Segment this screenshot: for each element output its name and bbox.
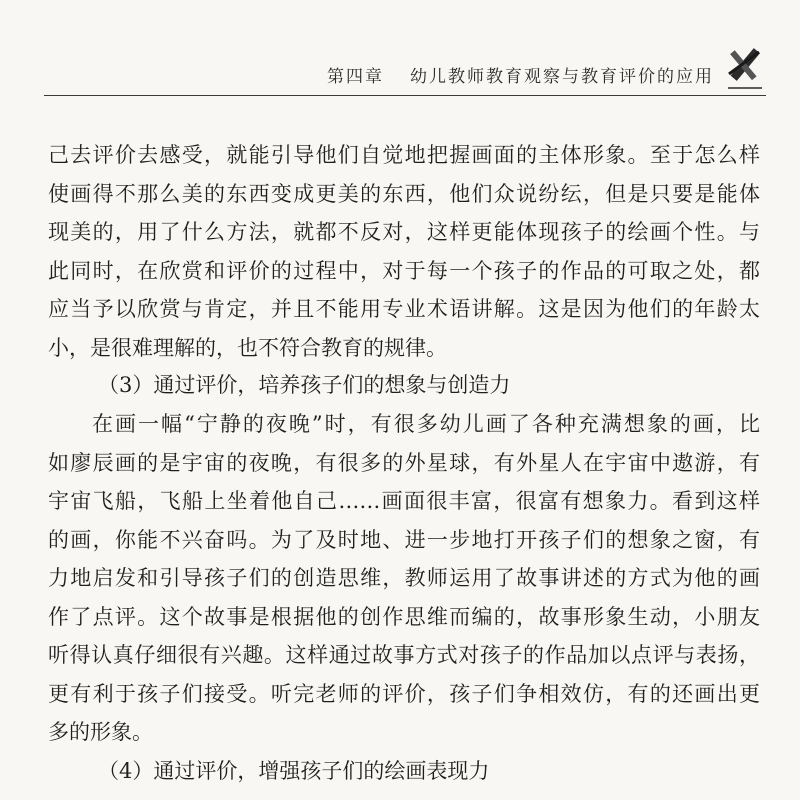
- body-line: 此同时，在欣赏和评价的过程中，对于每一个孩子的作品的可取之处，都: [48, 259, 760, 283]
- body-line: 现美的，用了什么方法，就都不反对，这样更能体现孩子的绘画个性。与: [48, 220, 760, 244]
- body-line: 使画得不那么美的东西变成更美的东西，他们众说纷纭，但是只要是能体: [48, 182, 760, 206]
- body-line: 己去评价去感受，就能引导他们自觉地把握画面的主体形象。至于怎么样: [48, 143, 760, 167]
- body-line: 在画一幅“宁静的夜晚”时，有很多幼儿画了各种充满想象的画，比: [92, 412, 760, 436]
- body-line: 多的形象。: [48, 720, 153, 744]
- body-line: 如廖辰画的是宇宙的夜晚，有很多的外星球，有外星人在宇宙中遨游，有: [48, 451, 760, 475]
- body-line: 听得认真仔细很有兴趣。这样通过故事方式对孩子的作品加以点评与表扬，: [48, 643, 760, 667]
- section-heading: （4）通过评价，增强孩子们的绘画表现力: [98, 759, 490, 783]
- section-heading: （3）通过评价，培养孩子们的想象与创造力: [98, 373, 511, 397]
- body-line: 宇宙飞船，飞船上坐着他自己……画面很丰富，很富有想象力。看到这样: [48, 489, 760, 513]
- body-line: 小，是很难理解的，也不符合教育的规律。: [48, 336, 447, 360]
- body-line: 作了点评。这个故事是根据他的创作思维而编的，故事形象生动，小朋友: [48, 605, 760, 629]
- chapter-label: 第四章: [327, 67, 384, 87]
- body-line: 更有利于孩子们接受。听完老师的评价，孩子们争相效仿，有的还画出更: [48, 682, 760, 706]
- body-line: 的画，你能不兴奋吗。为了及时地、进一步地打开孩子们的想象之窗，有: [48, 528, 760, 552]
- chapter-title: 幼儿教师教育观察与教育评价的应用: [410, 67, 714, 87]
- body-line: 应当予以欣赏与肯定，并且不能用专业术语讲解。这是因为他们的年龄太: [48, 297, 760, 321]
- body-line: 力地启发和引导孩子们的创造思维，教师运用了故事讲述的方式为他的画: [48, 566, 760, 590]
